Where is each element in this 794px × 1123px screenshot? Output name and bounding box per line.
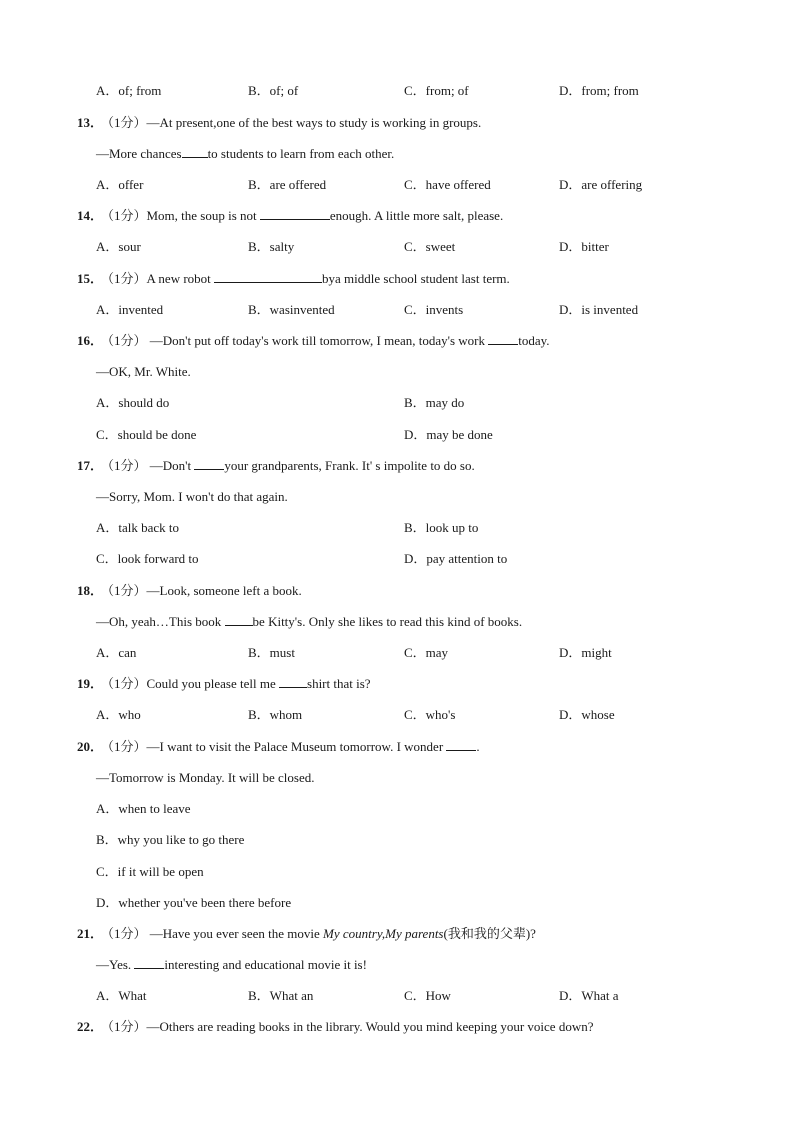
option-b: B．whom	[248, 707, 303, 722]
option-b: B．wasinvented	[248, 302, 335, 317]
option-a: A．sour	[96, 239, 141, 254]
option-b: B．are offered	[248, 177, 327, 192]
dialogue-line: —Tomorrow is Monday. It will be closed.	[96, 770, 315, 785]
answer-blank	[214, 270, 322, 283]
option-c: C．How	[404, 988, 451, 1003]
question-number: 13．	[77, 115, 104, 130]
option-b: B．look up to	[404, 520, 479, 535]
dialogue-line: —Yes. interesting and educational movie it is!	[96, 957, 367, 972]
question-text: （1分）—At present,one of the best ways to study is working in groups.	[101, 115, 482, 130]
option-c: C．look forward to	[96, 551, 199, 566]
option-c: C．if it will be open	[96, 864, 204, 879]
option-a: A．of; from	[96, 83, 162, 98]
option-d: D．are offering	[559, 177, 643, 192]
question-number: 22．	[77, 1019, 104, 1034]
question-number: 16．	[77, 333, 104, 348]
question-text: （1分） —Don't put off today's work till tomorrow, I mean, today's work today.	[101, 333, 550, 348]
option-d: D．whose	[559, 707, 615, 722]
answer-blank	[194, 457, 224, 470]
option-c: C．invents	[404, 302, 464, 317]
question-number: 18．	[77, 583, 104, 598]
question-number: 20．	[77, 739, 104, 754]
option-d: D．bitter	[559, 239, 609, 254]
question-text: （1分）Mom, the soup is not enough. A little more salt, please.	[101, 208, 504, 223]
option-d: D．is invented	[559, 302, 639, 317]
option-b: B．why you like to go there	[96, 832, 245, 847]
answer-blank	[260, 207, 330, 220]
option-c: C．may	[404, 645, 449, 660]
option-c: C．from; of	[404, 83, 469, 98]
option-b: B．must	[248, 645, 295, 660]
dialogue-line: —OK, Mr. White.	[96, 364, 191, 379]
question-number: 21．	[77, 926, 104, 941]
option-b: B．salty	[248, 239, 295, 254]
question-text: （1分） —Don't your grandparents, Frank. It' s impolite to do so.	[101, 458, 475, 473]
question-number: 17．	[77, 458, 104, 473]
dialogue-line: —More chances to students to learn from each other.	[96, 146, 395, 161]
question-text: （1分）—I want to visit the Palace Museum tomorrow. I wonder .	[101, 739, 480, 754]
answer-blank	[446, 738, 476, 751]
option-c: C．who's	[404, 707, 456, 722]
option-d: D．from; from	[559, 83, 639, 98]
option-d: D．What a	[559, 988, 619, 1003]
dialogue-line: —Sorry, Mom. I won't do that again.	[96, 489, 288, 504]
option-b: B．may do	[404, 395, 465, 410]
option-d: D．might	[559, 645, 612, 660]
option-c: C．should be done	[96, 427, 197, 442]
option-a: A．What	[96, 988, 147, 1003]
question-text: （1分）Could you please tell me shirt that is?	[101, 676, 371, 691]
option-d: D．may be done	[404, 427, 493, 442]
option-a: A．talk back to	[96, 520, 180, 535]
option-c: C．have offered	[404, 177, 491, 192]
option-c: C．sweet	[404, 239, 456, 254]
answer-blank	[182, 145, 208, 158]
question-number: 14．	[77, 208, 104, 223]
option-d: D．whether you've been there before	[96, 895, 292, 910]
answer-blank	[225, 613, 253, 626]
answer-blank	[134, 956, 164, 969]
question-number: 19．	[77, 676, 104, 691]
question-text: （1分）—Others are reading books in the library. Would you mind keeping your voice down?	[101, 1019, 594, 1034]
question-text: （1分） —Have you ever seen the movie My country,My parents(我和我的父辈)?	[101, 926, 536, 941]
dialogue-line: —Oh, yeah…This book be Kitty's. Only she likes to read this kind of books.	[96, 614, 523, 629]
option-a: A．when to leave	[96, 801, 191, 816]
option-a: A．invented	[96, 302, 164, 317]
option-a: A．can	[96, 645, 137, 660]
option-b: B．of; of	[248, 83, 299, 98]
question-text: （1分）A new robot bya middle school student last term.	[101, 271, 510, 286]
question-text: （1分）—Look, someone left a book.	[101, 583, 302, 598]
option-d: D．pay attention to	[404, 551, 508, 566]
question-number: 15．	[77, 271, 104, 286]
answer-blank	[279, 675, 307, 688]
option-a: A．who	[96, 707, 141, 722]
option-a: A．offer	[96, 177, 144, 192]
answer-blank	[488, 332, 518, 345]
movie-title: My country,My parents	[323, 926, 444, 941]
option-a: A．should do	[96, 395, 170, 410]
option-b: B．What an	[248, 988, 314, 1003]
